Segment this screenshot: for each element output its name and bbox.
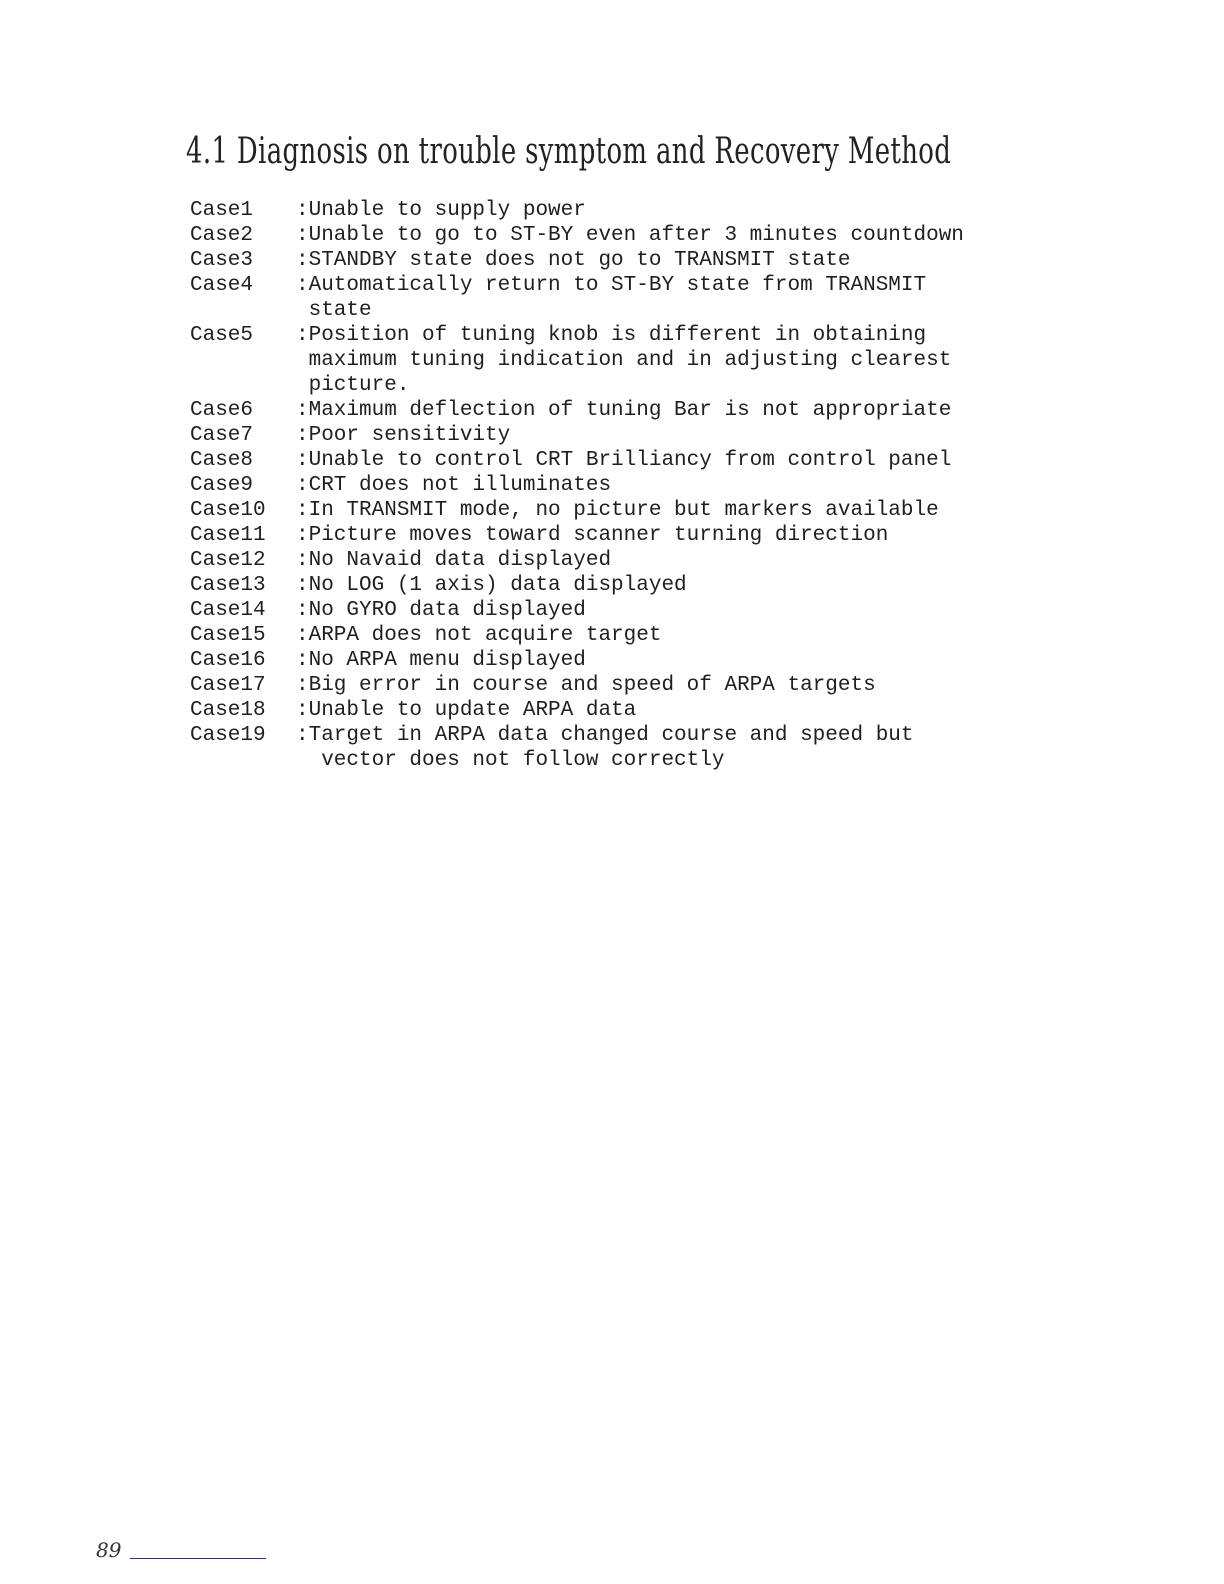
case-description: :ARPA does not acquire target [296, 624, 662, 647]
case-label: Case2 [190, 224, 254, 247]
case-row-10 [190, 498, 1190, 523]
case-description: :Big error in course and speed of ARPA targets [296, 674, 876, 697]
case-list [190, 198, 1190, 773]
case-row-2 [190, 223, 1190, 248]
case-description: :Unable to supply power [296, 199, 586, 222]
footer-rule [130, 1558, 266, 1559]
case-row-9 [190, 473, 1190, 498]
page-title: 4.1 Diagnosis on trouble symptom and Recovery Method [186, 131, 952, 172]
case-description: :Target in ARPA data changed course and speed but vector does not follow correctly [296, 724, 914, 772]
page-number: 89 [96, 1538, 122, 1562]
case-label: Case13 [190, 574, 266, 597]
case-label: Case8 [190, 449, 254, 472]
case-label: Case15 [190, 624, 266, 647]
case-description: :Unable to control CRT Brilliancy from control panel [296, 449, 952, 472]
case-description: :No GYRO data displayed [296, 599, 586, 622]
case-description: :Unable to go to ST-BY even after 3 minutes countdown [296, 224, 964, 247]
case-row-7 [190, 423, 1190, 448]
case-label: Case18 [190, 699, 266, 722]
case-description: :No LOG (1 axis) data displayed [296, 574, 687, 597]
case-description: :No ARPA menu displayed [296, 649, 586, 672]
case-row-17 [190, 673, 1190, 698]
case-label: Case10 [190, 499, 266, 522]
case-label: Case1 [190, 199, 254, 222]
case-row-16 [190, 648, 1190, 673]
case-description: :No Navaid data displayed [296, 549, 612, 572]
case-row-5 [190, 323, 1190, 398]
case-description: :Maximum deflection of tuning Bar is not appropriate [296, 399, 952, 422]
case-row-1 [190, 198, 1190, 223]
case-row-14 [190, 598, 1190, 623]
case-row-15 [190, 623, 1190, 648]
case-description: :Unable to update ARPA data [296, 699, 637, 722]
case-label: Case7 [190, 424, 254, 447]
case-label: Case6 [190, 399, 254, 422]
case-label: Case4 [190, 274, 254, 297]
case-row-19 [190, 723, 1190, 773]
case-row-18 [190, 698, 1190, 723]
case-row-8 [190, 448, 1190, 473]
case-row-12 [190, 548, 1190, 573]
case-description: :Position of tuning knob is different in obtaining maximum tuning indication and in adjusting clearest picture. [296, 324, 952, 397]
case-label: Case3 [190, 249, 254, 272]
case-description: :Automatically return to ST-BY state from TRANSMIT state [296, 274, 927, 322]
case-description: :Picture moves toward scanner turning direction [296, 524, 889, 547]
case-description: :STANDBY state does not go to TRANSMIT state [296, 249, 851, 272]
case-description: :Poor sensitivity [296, 424, 511, 447]
case-row-11 [190, 523, 1190, 548]
case-label: Case11 [190, 524, 266, 547]
case-row-13 [190, 573, 1190, 598]
case-row-4 [190, 273, 1190, 323]
case-description: :CRT does not illuminates [296, 474, 612, 497]
case-label: Case9 [190, 474, 254, 497]
case-row-6 [190, 398, 1190, 423]
case-label: Case16 [190, 649, 266, 672]
case-label: Case14 [190, 599, 266, 622]
case-label: Case5 [190, 324, 254, 347]
case-label: Case12 [190, 549, 266, 572]
case-row-3 [190, 248, 1190, 273]
case-label: Case17 [190, 674, 266, 697]
case-description: :In TRANSMIT mode, no picture but markers available [296, 499, 939, 522]
case-label: Case19 [190, 724, 266, 747]
